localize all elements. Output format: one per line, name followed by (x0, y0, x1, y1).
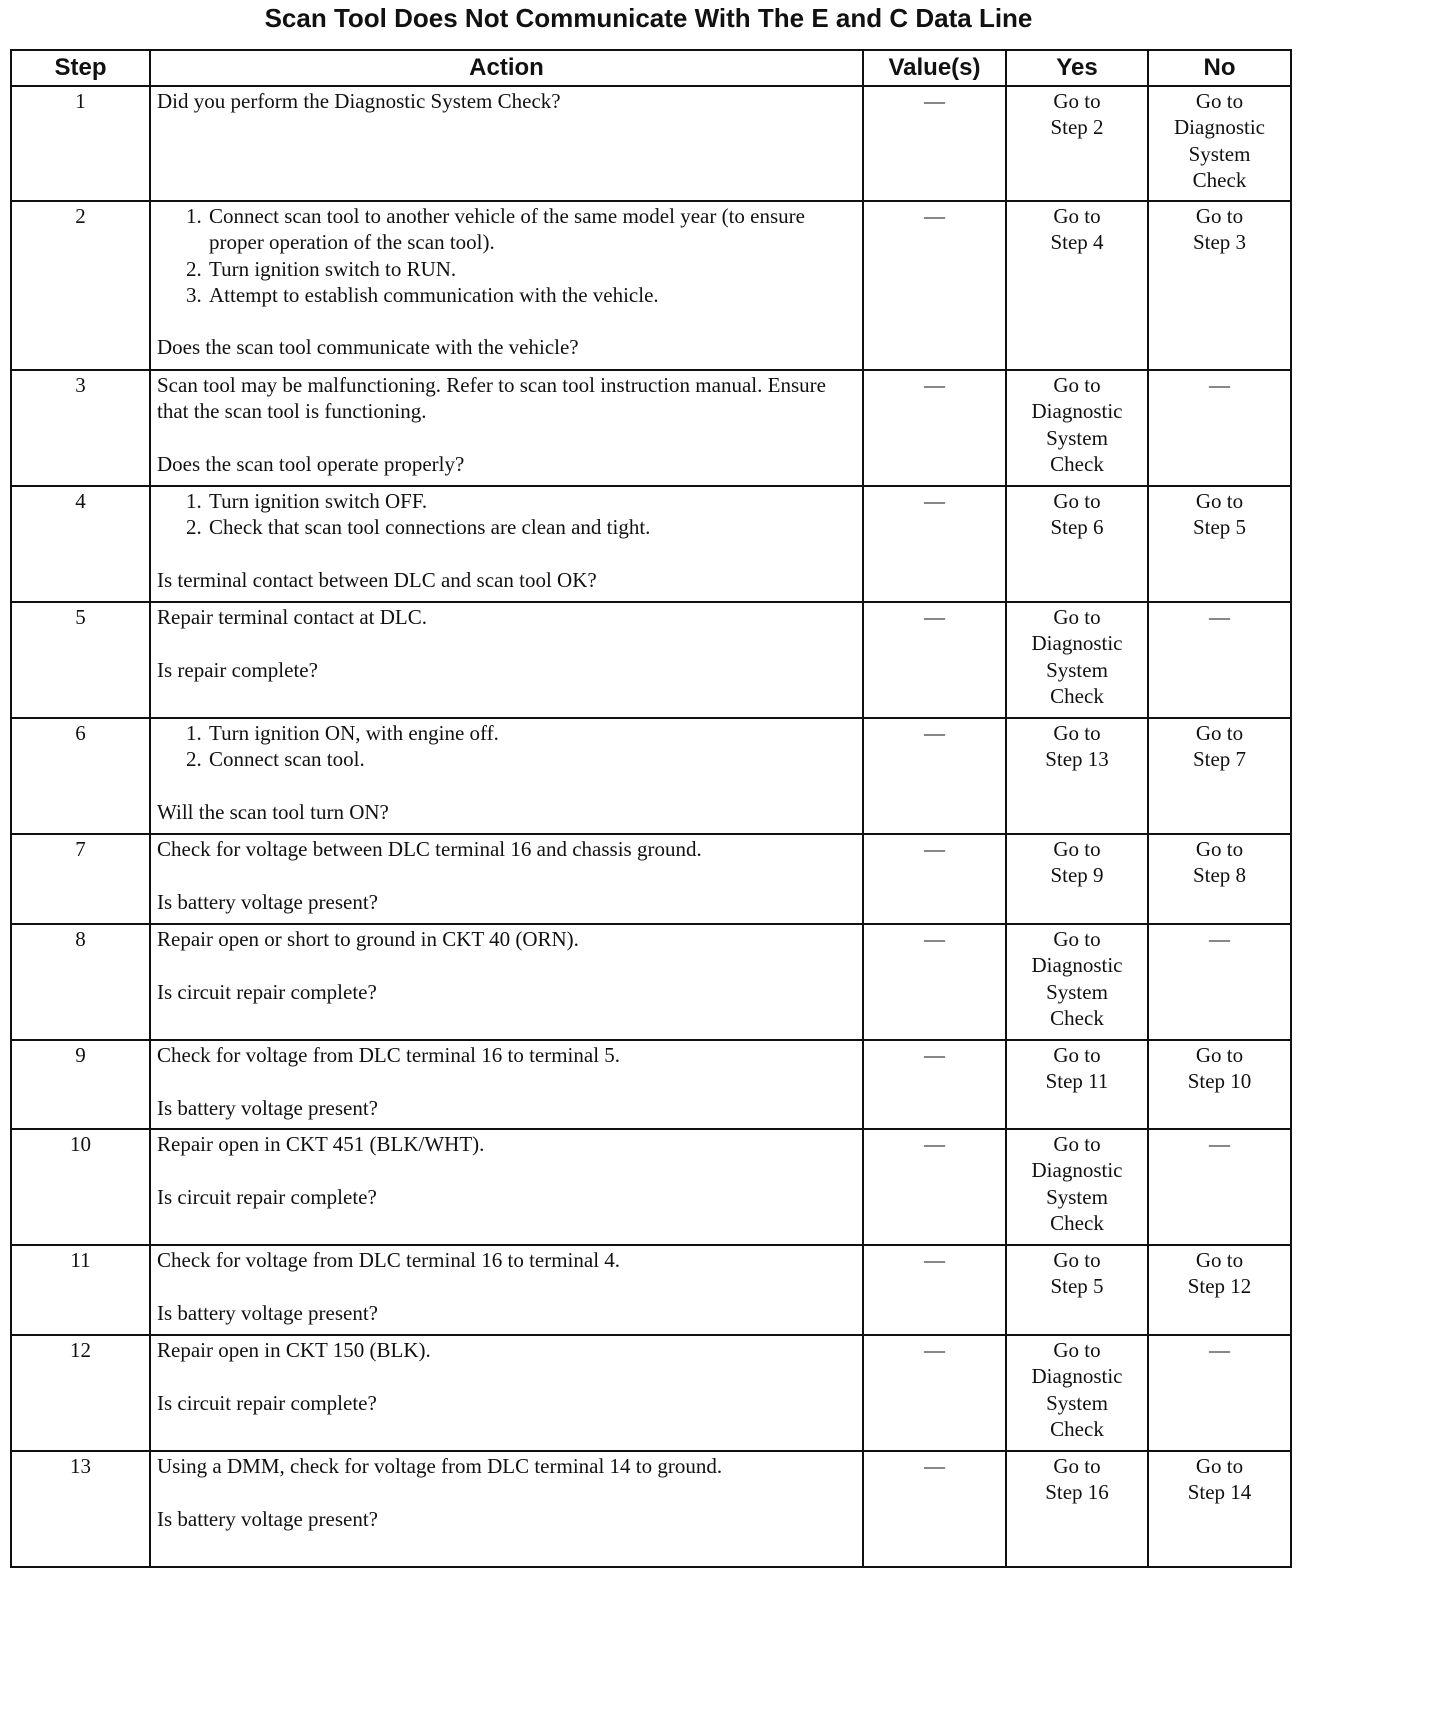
value-cell (863, 1245, 1006, 1335)
no-text: — (1209, 605, 1230, 629)
table-row (11, 1129, 1291, 1245)
value-cell (863, 370, 1006, 486)
step-cell (11, 1245, 150, 1335)
value-text: — (924, 721, 945, 745)
step-cell (11, 718, 150, 834)
yes-cell (1006, 718, 1148, 834)
value-text: — (924, 373, 945, 397)
step-number: 8 (75, 927, 86, 951)
action-question: Is circuit repair complete? (157, 1184, 377, 1209)
action-cell (150, 201, 863, 370)
table-row (11, 1335, 1291, 1451)
action-content (151, 603, 862, 683)
no-cell (1148, 924, 1291, 1040)
no-text: Go to Step 8 (1192, 837, 1247, 888)
no-text: Go to Step 5 (1192, 489, 1247, 540)
value-text: — (924, 927, 945, 951)
substep-list (157, 720, 854, 773)
no-text: — (1209, 1132, 1230, 1156)
yes-text: Go to Step 13 (1045, 721, 1109, 772)
page-title: Scan Tool Does Not Communicate With The E and C Data Line (264, 3, 1033, 33)
value-cell (863, 834, 1006, 924)
diagnostic-table (10, 49, 1292, 1568)
action-cell (150, 486, 863, 602)
action-question: Does the scan tool communicate with the vehicle? (157, 335, 579, 360)
yes-cell (1006, 1129, 1148, 1245)
step-cell (11, 86, 150, 201)
step-number: 6 (75, 721, 86, 745)
table-row (11, 718, 1291, 834)
step-cell (11, 486, 150, 602)
yes-cell (1006, 201, 1148, 370)
no-cell (1148, 486, 1291, 602)
header-action: Action (150, 50, 863, 86)
action-content (151, 1041, 862, 1121)
yes-cell (1006, 602, 1148, 718)
no-text: Go to Step 3 (1192, 204, 1247, 255)
substep-item: 2. Turn ignition switch to RUN. (207, 256, 854, 282)
no-cell (1148, 201, 1291, 370)
action-content (151, 87, 862, 114)
header-yes: Yes (1006, 50, 1148, 86)
no-text: — (1209, 373, 1230, 397)
action-cell (150, 834, 863, 924)
table-row (11, 370, 1291, 486)
spacer (157, 541, 854, 567)
yes-text: Go to Diagnostic System Check (1031, 927, 1123, 1030)
yes-text: Go to Diagnostic System Check (1031, 1338, 1123, 1441)
no-text: Go to Step 12 (1187, 1248, 1252, 1299)
table-row (11, 486, 1291, 602)
step-cell (11, 201, 150, 370)
action-question: Is battery voltage present? (157, 889, 378, 914)
step-number: 10 (70, 1132, 91, 1156)
action-question: Is terminal contact between DLC and scan tool OK? (157, 567, 597, 592)
substep-item: 2. Connect scan tool. (207, 746, 854, 772)
value-text: — (924, 89, 945, 113)
no-cell (1148, 1451, 1291, 1567)
step-cell (11, 1129, 150, 1245)
substep-list (157, 203, 854, 308)
action-content (151, 202, 862, 361)
no-text: — (1209, 1338, 1230, 1362)
table-row (11, 86, 1291, 201)
spacer (157, 1479, 854, 1505)
value-cell (863, 201, 1006, 370)
substep-item: 2. Check that scan tool connections are clean and tight. (207, 514, 854, 540)
no-text: Go to Diagnostic System Check (1174, 89, 1265, 192)
action-text: Check for voltage from DLC terminal 16 to terminal 5. (157, 1043, 621, 1067)
yes-text: Go to Step 2 (1050, 89, 1104, 140)
action-cell (150, 370, 863, 486)
action-text: Scan tool may be malfunctioning. Refer to scan tool instruction manual. Ensure that the scan tool is functioning. (157, 373, 826, 424)
table-row (11, 201, 1291, 370)
value-text: — (924, 1248, 945, 1272)
action-question: Is circuit repair complete? (157, 979, 377, 1004)
spacer (157, 952, 854, 978)
spacer (157, 308, 854, 334)
value-cell (863, 1040, 1006, 1129)
yes-cell (1006, 370, 1148, 486)
step-cell (11, 1451, 150, 1567)
action-cell (150, 602, 863, 718)
action-question: Is battery voltage present? (157, 1095, 378, 1120)
no-text: — (1209, 927, 1230, 951)
yes-text: Go to Step 5 (1050, 1248, 1104, 1299)
no-text: Go to Step 10 (1187, 1043, 1252, 1094)
table-row (11, 1245, 1291, 1335)
action-cell (150, 1129, 863, 1245)
step-number: 12 (70, 1338, 91, 1362)
step-number: 13 (70, 1454, 91, 1478)
action-text: Repair open in CKT 451 (BLK/WHT). (157, 1132, 485, 1156)
action-content (151, 1452, 862, 1532)
value-text: — (924, 1043, 945, 1067)
yes-cell (1006, 86, 1148, 201)
action-question: Is battery voltage present? (157, 1300, 378, 1325)
spacer (157, 773, 854, 799)
value-cell (863, 1451, 1006, 1567)
action-content (151, 835, 862, 915)
spacer (157, 630, 854, 656)
yes-cell (1006, 1451, 1148, 1567)
action-text: Repair open or short to ground in CKT 40 (ORN). (157, 927, 579, 951)
table-row (11, 834, 1291, 924)
table-header-row (11, 50, 1291, 86)
step-number: 4 (75, 489, 86, 513)
value-cell (863, 718, 1006, 834)
no-text: Go to Step 14 (1187, 1454, 1252, 1505)
spacer (157, 1068, 854, 1094)
action-text: Check for voltage between DLC terminal 16 and chassis ground. (157, 837, 702, 861)
yes-text: Go to Diagnostic System Check (1031, 1132, 1123, 1235)
spacer (157, 425, 854, 451)
step-cell (11, 924, 150, 1040)
value-cell (863, 1129, 1006, 1245)
action-text: Repair terminal contact at DLC. (157, 605, 427, 629)
spacer (157, 862, 854, 888)
substep-item: 1. Turn ignition switch OFF. (207, 488, 854, 514)
yes-cell (1006, 486, 1148, 602)
action-content (151, 1336, 862, 1416)
yes-cell (1006, 1245, 1148, 1335)
action-content (151, 1130, 862, 1210)
action-question: Is repair complete? (157, 657, 318, 682)
yes-cell (1006, 924, 1148, 1040)
no-text: Go to Step 7 (1192, 721, 1247, 772)
step-number: 7 (75, 837, 86, 861)
step-number: 11 (70, 1248, 91, 1272)
step-cell (11, 602, 150, 718)
yes-text: Go to Diagnostic System Check (1031, 605, 1123, 708)
yes-cell (1006, 1335, 1148, 1451)
value-text: — (924, 1454, 945, 1478)
action-content (151, 1246, 862, 1326)
value-text: — (924, 489, 945, 513)
action-question: Is circuit repair complete? (157, 1390, 377, 1415)
substep-item: 3. Attempt to establish communication with the vehicle. (207, 282, 854, 308)
action-cell (150, 718, 863, 834)
action-cell (150, 924, 863, 1040)
action-content (151, 487, 862, 593)
yes-cell (1006, 1040, 1148, 1129)
value-text: — (924, 1132, 945, 1156)
value-cell (863, 602, 1006, 718)
header-values: Value(s) (863, 50, 1006, 86)
action-cell (150, 1451, 863, 1567)
value-cell (863, 1335, 1006, 1451)
header-step: Step (11, 50, 150, 86)
value-cell (863, 486, 1006, 602)
step-cell (11, 1040, 150, 1129)
yes-text: Go to Step 11 (1045, 1043, 1109, 1094)
action-cell (150, 1040, 863, 1129)
action-content (151, 371, 862, 477)
header-no: No (1148, 50, 1291, 86)
yes-text: Go to Step 6 (1050, 489, 1104, 540)
value-cell (863, 924, 1006, 1040)
action-content (151, 719, 862, 825)
no-cell (1148, 718, 1291, 834)
table-row (11, 1451, 1291, 1567)
step-cell (11, 834, 150, 924)
step-cell (11, 370, 150, 486)
no-cell (1148, 1040, 1291, 1129)
action-question: Is battery voltage present? (157, 1506, 378, 1531)
table-body (11, 86, 1291, 1567)
no-cell (1148, 602, 1291, 718)
value-text: — (924, 605, 945, 629)
no-cell (1148, 834, 1291, 924)
no-cell (1148, 370, 1291, 486)
action-content (151, 925, 862, 1005)
yes-text: Go to Diagnostic System Check (1031, 373, 1123, 476)
substep-item: 1. Turn ignition ON, with engine off. (207, 720, 854, 746)
value-text: — (924, 837, 945, 861)
no-cell (1148, 86, 1291, 201)
step-number: 2 (75, 204, 86, 228)
value-text: — (924, 204, 945, 228)
table-row (11, 924, 1291, 1040)
action-cell (150, 1245, 863, 1335)
substep-list (157, 488, 854, 541)
yes-text: Go to Step 9 (1050, 837, 1104, 888)
step-number: 9 (75, 1043, 86, 1067)
step-number: 3 (75, 373, 86, 397)
step-number: 1 (75, 89, 86, 113)
table-row (11, 1040, 1291, 1129)
yes-text: Go to Step 16 (1045, 1454, 1109, 1505)
action-cell (150, 86, 863, 201)
spacer (157, 1157, 854, 1183)
action-text: Did you perform the Diagnostic System Check? (157, 89, 561, 113)
yes-text: Go to Step 4 (1050, 204, 1104, 255)
action-text: Repair open in CKT 150 (BLK). (157, 1338, 431, 1362)
step-number: 5 (75, 605, 86, 629)
action-question: Does the scan tool operate properly? (157, 451, 465, 476)
yes-cell (1006, 834, 1148, 924)
substep-item: 1. Connect scan tool to another vehicle of the same model year (to ensure proper operation of the scan tool). (207, 203, 854, 256)
action-cell (150, 1335, 863, 1451)
spacer (157, 1363, 854, 1389)
value-cell (863, 86, 1006, 201)
value-text: — (924, 1338, 945, 1362)
action-text: Check for voltage from DLC terminal 16 to terminal 4. (157, 1248, 621, 1272)
no-cell (1148, 1245, 1291, 1335)
no-cell (1148, 1129, 1291, 1245)
action-text: Using a DMM, check for voltage from DLC terminal 14 to ground. (157, 1454, 723, 1478)
step-cell (11, 1335, 150, 1451)
spacer (157, 1273, 854, 1299)
no-cell (1148, 1335, 1291, 1451)
action-question: Will the scan tool turn ON? (157, 799, 389, 824)
table-row (11, 602, 1291, 718)
